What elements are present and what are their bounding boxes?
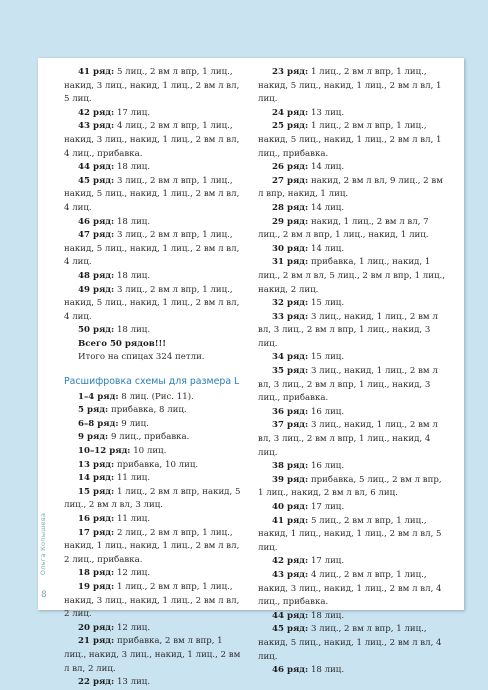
row-label: 28 ряд:	[272, 202, 309, 213]
row-label: 20 ряд:	[78, 622, 115, 633]
row-label: 10–12 ряд:	[78, 446, 131, 457]
left-column	[64, 66, 246, 690]
row-instructions: 13 лиц.	[308, 107, 345, 118]
row-label: 42 ряд:	[78, 107, 115, 118]
total-label: Всего 50 рядов!!!	[78, 338, 167, 349]
row-instructions: 9 лиц., прибавка.	[108, 432, 190, 443]
total-line	[64, 338, 246, 352]
row-label: 33 ряд:	[272, 311, 309, 322]
pattern-row	[258, 311, 448, 352]
pattern-row	[258, 555, 448, 569]
row-label: 5 ряд:	[78, 405, 109, 416]
row-label: 27 ряд:	[272, 175, 309, 186]
pattern-row	[64, 404, 246, 418]
row-label: 1–4 ряд:	[78, 391, 119, 402]
row-label: 31 ряд:	[272, 257, 309, 268]
pattern-row	[64, 676, 246, 690]
pattern-row	[64, 472, 246, 486]
pattern-row	[64, 161, 246, 175]
row-label: 19 ряд:	[78, 581, 115, 592]
row-list-size-l-continued	[258, 66, 448, 678]
row-instructions: 14 лиц.	[308, 162, 345, 173]
pattern-row	[64, 175, 246, 216]
row-label: 15 ряд:	[78, 486, 115, 497]
row-instructions: прибавка, 10 лиц.	[114, 459, 199, 470]
row-instructions: 4 лиц., 2 вм л впр, 1 лиц., накид, 3 лиц., накид, 1 лиц., 2 вм л вл, 4 лиц., прибавка.	[258, 569, 442, 608]
row-label: 16 ряд:	[78, 514, 115, 524]
pattern-row	[64, 459, 246, 473]
row-instructions: 13 лиц.	[114, 677, 151, 688]
row-label: 25 ряд:	[272, 121, 309, 132]
row-instructions: 3 лиц., 2 вм л впр, 1 лиц., накид, 5 лиц., накид, 1 лиц., 2 вм л вл, 4 лиц.	[64, 284, 240, 322]
pattern-row	[64, 391, 246, 405]
row-instructions: 14 лиц.	[308, 202, 345, 213]
row-instructions: 15 лиц.	[308, 352, 345, 363]
pattern-row	[64, 284, 246, 325]
row-instructions: 1 лиц., 2 вм л впр, 1 лиц., накид, 3 лиц., накид, 1 лиц., 2 вм л вл, 2 лиц.	[64, 581, 240, 620]
row-label: 44 ряд:	[78, 162, 115, 173]
row-label: 48 ряд:	[78, 270, 115, 281]
pattern-row	[64, 120, 246, 161]
row-label: 6–8 ряд:	[78, 418, 119, 429]
row-label: 50 ряд:	[78, 325, 115, 336]
pattern-row	[258, 120, 448, 161]
row-instructions: 14 лиц.	[308, 243, 345, 254]
row-instructions: 4 лиц., 2 вм л впр, 1 лиц., накид, 3 лиц., накид, 1 лиц., 2 вм л вл, 4 лиц., прибавка.	[64, 121, 240, 159]
row-label: 43 ряд:	[78, 121, 115, 132]
row-instructions: 2 лиц., 2 вм л впр, 1 лиц., накид, 1 лиц., накид, 1 лиц., 2 вм л вл, 2 лиц., прибавка.	[64, 527, 240, 565]
row-instructions: 5 лиц., 2 вм л впр, 1 лиц., накид, 3 лиц., накид, 1 лиц., 2 вм л вл, 5 лиц.	[64, 67, 240, 105]
row-label: 37 ряд:	[272, 420, 309, 431]
row-instructions: 12 лиц.	[114, 568, 151, 579]
pattern-row	[64, 324, 246, 338]
row-label: 18 ряд:	[78, 568, 115, 579]
row-list-size-l	[64, 391, 246, 690]
row-label: 46 ряд:	[78, 216, 115, 227]
pattern-row	[258, 175, 448, 202]
row-instructions: 3 лиц., 2 вм л впр, 1 лиц., накид, 5 лиц., накид, 1 лиц., 2 вм л вл, 4 лиц.	[258, 624, 442, 662]
pattern-row	[258, 406, 448, 420]
row-instructions: 3 лиц., 2 вм л впр, 1 лиц., накид, 5 лиц., накид, 1 лиц., 2 вм л вл, 4 лиц.	[64, 230, 240, 268]
row-instructions: прибавка, 8 лиц.	[108, 405, 187, 416]
pattern-row	[64, 567, 246, 581]
row-instructions: 3 лиц., накид, 1 лиц., 2 вм л вл, 3 лиц., 2 вм л впр, 1 лиц., накид, 3 лиц.	[258, 311, 438, 349]
author-name: Ольга Копышева	[39, 512, 47, 576]
row-label: 21 ряд:	[78, 636, 115, 647]
row-instructions: 17 лиц.	[114, 107, 151, 118]
pattern-row	[258, 515, 448, 556]
row-list-size-m	[64, 66, 246, 338]
row-label: 34 ряд:	[272, 352, 309, 363]
row-instructions: 3 лиц., накид, 1 лиц., 2 вм л вл, 3 лиц., 2 вм л впр, 1 лиц., накид, 3 лиц., прибавка.	[258, 366, 438, 404]
row-instructions: 8 лиц. (Рис. 11).	[118, 391, 194, 402]
pattern-row	[64, 635, 246, 676]
row-instructions: 9 лиц.	[118, 418, 149, 429]
row-label: 32 ряд:	[272, 298, 309, 309]
row-instructions: 3 лиц., 2 вм л впр, 1 лиц., накид, 5 лиц., накид, 1 лиц., 2 вм л вл, 4 лиц.	[64, 175, 240, 213]
pattern-row	[64, 513, 246, 527]
row-label: 14 ряд:	[78, 473, 115, 484]
row-label: 38 ряд:	[272, 461, 309, 472]
pattern-row	[258, 216, 448, 243]
page-number: 8	[41, 590, 47, 600]
pattern-row	[258, 623, 448, 664]
pattern-row	[64, 66, 246, 107]
pattern-row	[64, 229, 246, 270]
row-label: 29 ряд:	[272, 216, 309, 227]
pattern-row	[258, 664, 448, 678]
row-label: 49 ряд:	[78, 284, 115, 295]
row-label: 24 ряд:	[272, 107, 309, 118]
pattern-row	[258, 243, 448, 257]
row-label: 47 ряд:	[78, 230, 115, 241]
pattern-row	[64, 445, 246, 459]
row-instructions: 17 лиц.	[308, 556, 345, 567]
row-instructions: 18 лиц.	[114, 216, 151, 227]
pattern-row	[258, 569, 448, 610]
row-label: 17 ряд:	[78, 527, 115, 538]
row-instructions: 3 лиц., накид, 1 лиц., 2 вм л вл, 3 лиц., 2 вм л впр, 1 лиц., накид, 4 лиц.	[258, 420, 438, 458]
pattern-row	[258, 297, 448, 311]
row-label: 30 ряд:	[272, 243, 309, 254]
row-instructions: 1 лиц., 2 вм л впр, 1 лиц., накид, 5 лиц., накид, 1 лиц., 2 вм л вл, 1 лиц., прибавка.	[258, 121, 442, 159]
pattern-row	[64, 486, 246, 513]
pattern-row	[258, 351, 448, 365]
row-label: 44 ряд:	[272, 610, 309, 621]
pattern-row	[64, 527, 246, 568]
pattern-row	[258, 460, 448, 474]
pattern-row	[258, 501, 448, 515]
pattern-row	[64, 107, 246, 121]
pattern-row	[64, 622, 246, 636]
pattern-row	[64, 270, 246, 284]
row-instructions: накид, 2 вм л вл, 9 лиц., 2 вм л впр, накид, 1 лиц.	[258, 175, 443, 200]
row-label: 41 ряд:	[272, 515, 309, 526]
row-label: 22 ряд:	[78, 677, 115, 688]
pattern-row	[258, 161, 448, 175]
row-instructions: 17 лиц.	[308, 502, 345, 512]
right-column	[258, 66, 448, 678]
row-instructions: 12 лиц.	[114, 622, 151, 633]
row-label: 35 ряд:	[272, 366, 309, 377]
pattern-row	[258, 610, 448, 624]
row-label: 39 ряд:	[272, 474, 309, 485]
row-instructions: 18 лиц.	[114, 325, 151, 336]
row-label: 42 ряд:	[272, 556, 309, 567]
pattern-row	[258, 365, 448, 406]
pattern-row	[258, 202, 448, 216]
row-instructions: 16 лиц.	[308, 406, 345, 417]
row-label: 13 ряд:	[78, 459, 115, 470]
row-label: 46 ряд:	[272, 665, 309, 676]
row-instructions: 10 лиц.	[130, 446, 167, 457]
row-label: 45 ряд:	[78, 175, 115, 186]
pattern-row	[64, 581, 246, 622]
section-heading: Расшифровка схемы для размера L	[64, 376, 240, 388]
row-instructions: 18 лиц.	[114, 162, 151, 173]
row-instructions: 18 лиц.	[308, 665, 345, 676]
row-label: 9 ряд:	[78, 432, 109, 443]
row-instructions: накид, 1 лиц., 2 вм л вл, 7 лиц., 2 вм л впр, 1 лиц., накид, 1 лиц.	[258, 216, 429, 241]
pattern-row	[258, 256, 448, 297]
total-stitches: Итого на спицах 324 петли.	[78, 352, 205, 363]
row-instructions: 16 лиц.	[308, 461, 345, 472]
row-instructions: 18 лиц.	[114, 270, 151, 281]
pattern-row	[258, 474, 448, 501]
pattern-row	[258, 419, 448, 460]
row-instructions: 1 лиц., 2 вм л впр, накид, 5 лиц., 2 вм л вл, 3 лиц.	[64, 486, 241, 511]
pattern-row	[64, 418, 246, 432]
row-label: 45 ряд:	[272, 624, 309, 635]
row-instructions: прибавка, 5 лиц., 2 вм л впр, 1 лиц., накид, 2 вм л вл, 6 лиц.	[258, 474, 442, 499]
row-label: 41 ряд:	[78, 67, 115, 77]
row-instructions: 15 лиц.	[308, 298, 345, 309]
row-label: 43 ряд:	[272, 569, 309, 580]
pattern-row	[258, 66, 448, 107]
row-instructions: 1 лиц., 2 вм л впр, 1 лиц., накид, 5 лиц., накид, 1 лиц., 2 вм л вл, 1 лиц.	[258, 67, 442, 105]
row-instructions: прибавка, 2 вм л впр, 1 лиц., накид, 3 лиц., накид, 1 лиц., 2 вм л вл, 2 лиц.	[64, 636, 241, 674]
row-label: 36 ряд:	[272, 406, 309, 417]
pattern-row	[258, 107, 448, 121]
row-label: 26 ряд:	[272, 162, 309, 173]
row-instructions: 11 лиц.	[114, 473, 151, 484]
pattern-row	[64, 431, 246, 445]
row-label: 40 ряд:	[272, 502, 309, 512]
row-instructions: 5 лиц., 2 вм л впр, 1 лиц., накид, 1 лиц., накид, 1 лиц., 2 вм л вл, 5 лиц.	[258, 515, 442, 553]
pattern-row	[64, 216, 246, 230]
row-instructions: 11 лиц.	[114, 514, 151, 524]
row-label: 23 ряд:	[272, 67, 309, 77]
row-instructions: прибавка, 1 лиц., накид, 1 лиц., 2 вм л вл, 5 лиц., 2 вм л впр, 1 лиц., накид, 2 лиц.	[258, 257, 445, 295]
row-instructions: 18 лиц.	[308, 610, 345, 621]
